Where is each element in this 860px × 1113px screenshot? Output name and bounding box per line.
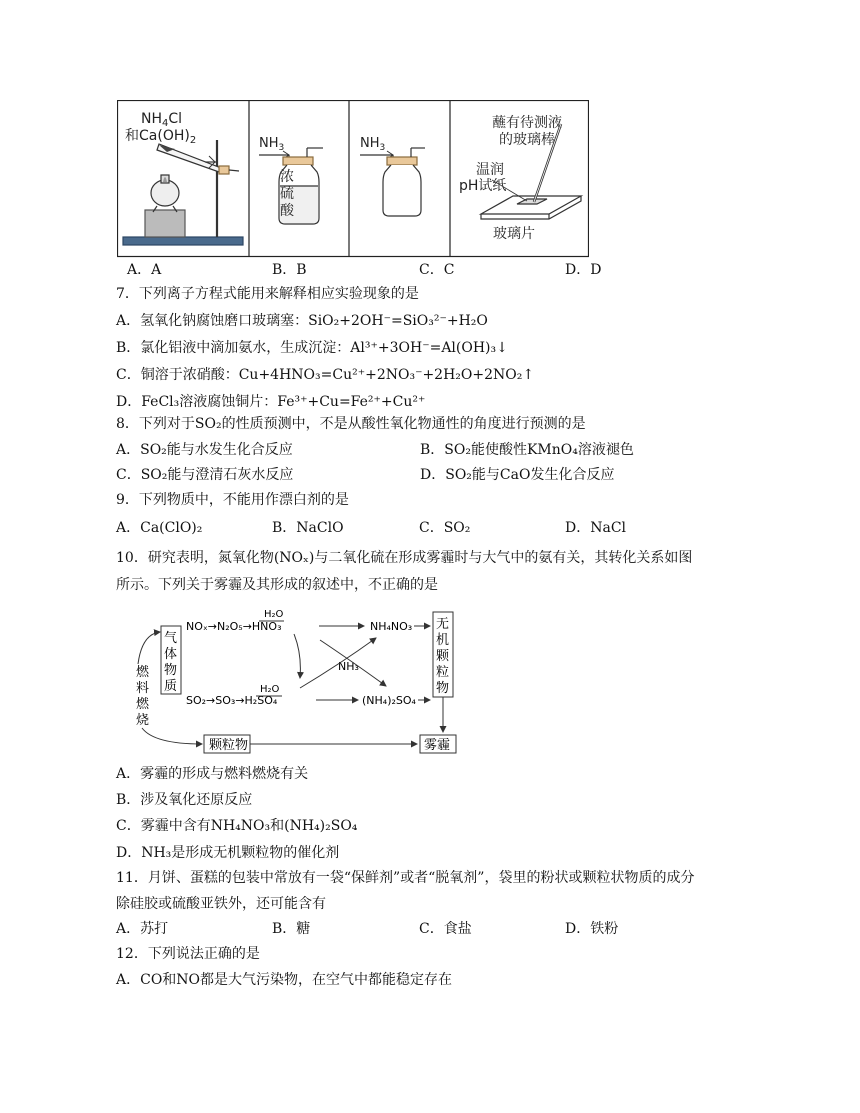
fuel-char-1: 燃 bbox=[136, 665, 150, 680]
panel-a-label-1: $NH_4Cl$ bbox=[141, 111, 183, 129]
q11-option-b: B．糖 bbox=[272, 921, 311, 937]
fuel-char-2: 料 bbox=[136, 681, 150, 696]
h2o-bottom: H₂O bbox=[260, 684, 280, 695]
q11-stem-1: 11．月饼、蛋糕的包装中常放有一袋“保鲜剂”或者“脱氧剂”，袋里的粉状或颗粒状物质的成分 bbox=[116, 870, 695, 886]
panel-d-label-3: 温润 bbox=[476, 162, 504, 178]
q8-option-d: D．SO₂能与CaO发生化合反应 bbox=[420, 467, 615, 483]
q11-stem-2: 除硅胶或硫酸亚铁外，还可能含有 bbox=[116, 896, 326, 912]
q10-option-a: A．雾霾的形成与燃料燃烧有关 bbox=[116, 766, 309, 782]
haze-diagram bbox=[124, 604, 464, 756]
haze-label: 雾霾 bbox=[424, 738, 451, 753]
fuel-char-4: 烧 bbox=[136, 713, 150, 728]
particles-label: 颗粒物 bbox=[209, 738, 249, 753]
q7-option-d: D．FeCl₃溶液腐蚀铜片：Fe³⁺+Cu=Fe²⁺+Cu²⁺ bbox=[116, 394, 426, 410]
q12-stem: 12．下列说法正确的是 bbox=[116, 946, 260, 962]
haze-diagram-drawing bbox=[124, 604, 464, 756]
panel-c-bottle bbox=[360, 148, 425, 216]
gas-char-4: 质 bbox=[164, 679, 178, 694]
panel-d-label-4: pH试纸 bbox=[459, 178, 507, 194]
q7-option-c: C．铜溶于浓硝酸：Cu+4HNO₃=Cu²⁺+2NO₃⁻+2H₂O+2NO₂↑ bbox=[116, 367, 535, 383]
q7-stem: 7．下列离子方程式能用来解释相应实验现象的是 bbox=[116, 286, 419, 302]
q10-stem-2: 所示。下列关于雾霾及其形成的叙述中，不正确的是 bbox=[116, 577, 438, 593]
inorganic-char-5: 物 bbox=[436, 681, 450, 696]
q9-option-d: D．NaCl bbox=[565, 520, 627, 536]
q6-option-c: C．C bbox=[419, 262, 455, 278]
q6-option-a: A．A bbox=[127, 262, 162, 278]
q11-option-a: A．苏打 bbox=[116, 921, 169, 937]
inorganic-char-4: 粒 bbox=[436, 665, 450, 680]
q7-option-a: A．氢氧化钠腐蚀磨口玻璃塞：SiO₂+2OH⁻=SiO₃²⁻+H₂O bbox=[116, 313, 488, 329]
q8-option-b: B．SO₂能使酸性KMnO₄溶液褪色 bbox=[420, 442, 634, 458]
q7-option-b: B．氯化铝液中滴加氨水，生成沉淀：Al³⁺+3OH⁻=Al(OH)₃↓ bbox=[116, 340, 508, 356]
panel-d-label-2: 的玻璃棒 bbox=[499, 132, 555, 148]
q10-option-b: B．涉及氧化还原反应 bbox=[116, 792, 253, 808]
q9-stem: 9．下列物质中，不能用作漂白剂的是 bbox=[116, 492, 349, 508]
q11-option-c: C．食盐 bbox=[419, 921, 472, 937]
apparatus-drawing bbox=[117, 100, 589, 258]
gas-char-1: 气 bbox=[164, 631, 178, 646]
q9-option-b: B．NaClO bbox=[272, 520, 344, 536]
q6-option-d: D．D bbox=[565, 262, 602, 278]
gas-char-3: 物 bbox=[164, 663, 178, 678]
nh4no3-label: NH₄NO₃ bbox=[370, 620, 413, 633]
panel-d-label-5: 玻璃片 bbox=[493, 226, 535, 242]
q8-option-c: C．SO₂能与澄清石灰水反应 bbox=[116, 467, 294, 483]
panel-c-gas: $NH_3$ bbox=[360, 136, 386, 153]
panel-b-reagent-3: 酸 bbox=[280, 203, 294, 219]
so-chain: SO₂→SO₃→H₂SO₄ bbox=[186, 694, 278, 707]
q10-option-d: D．NH₃是形成无机颗粒物的催化剂 bbox=[116, 845, 340, 861]
h2o-top: H₂O bbox=[264, 609, 284, 620]
q11-option-d: D．铁粉 bbox=[565, 921, 619, 937]
panel-d-label-1: 蘸有待测液 bbox=[492, 115, 562, 131]
nh3-label: NH₃ bbox=[338, 660, 359, 673]
q8-option-a: A．SO₂能与水发生化合反应 bbox=[116, 442, 293, 458]
q6-option-b: B．B bbox=[272, 262, 307, 278]
gas-char-2: 体 bbox=[164, 647, 178, 662]
q12-option-a: A．CO和NO都是大气污染物，在空气中都能稳定存在 bbox=[116, 972, 453, 988]
q10-stem-1: 10．研究表明，氮氧化物(NOₓ)与二氧化硫在形成雾霾时与大气中的氨有关，其转化关系如图 bbox=[116, 550, 693, 566]
panel-b-reagent-2: 硫 bbox=[280, 186, 294, 202]
apparatus-figure bbox=[117, 100, 589, 258]
no-chain: NOₓ→N₂O₅→HNO₃ bbox=[186, 620, 282, 633]
panel-b-gas: $NH_3$ bbox=[259, 136, 285, 153]
nh4so4-label: (NH₄)₂SO₄ bbox=[362, 694, 416, 707]
q8-stem: 8．下列对于SO₂的性质预测中，不是从酸性氧化物通性的角度进行预测的是 bbox=[116, 416, 586, 432]
inorganic-char-1: 无 bbox=[436, 617, 450, 632]
fuel-char-3: 燃 bbox=[136, 697, 150, 712]
q9-option-a: A．Ca(ClO)₂ bbox=[116, 520, 203, 536]
inorganic-char-3: 颗 bbox=[436, 649, 450, 664]
inorganic-char-2: 机 bbox=[436, 633, 450, 648]
diagram-arrows bbox=[138, 621, 443, 744]
panel-a-label-2: 和$Ca(OH)_2$ bbox=[125, 128, 197, 146]
q10-option-c: C．雾霾中含有NH₄NO₃和(NH₄)₂SO₄ bbox=[116, 818, 358, 834]
panel-b-reagent-1: 浓 bbox=[280, 169, 294, 185]
panel-a-apparatus bbox=[123, 140, 243, 245]
q9-option-c: C．SO₂ bbox=[419, 520, 471, 536]
